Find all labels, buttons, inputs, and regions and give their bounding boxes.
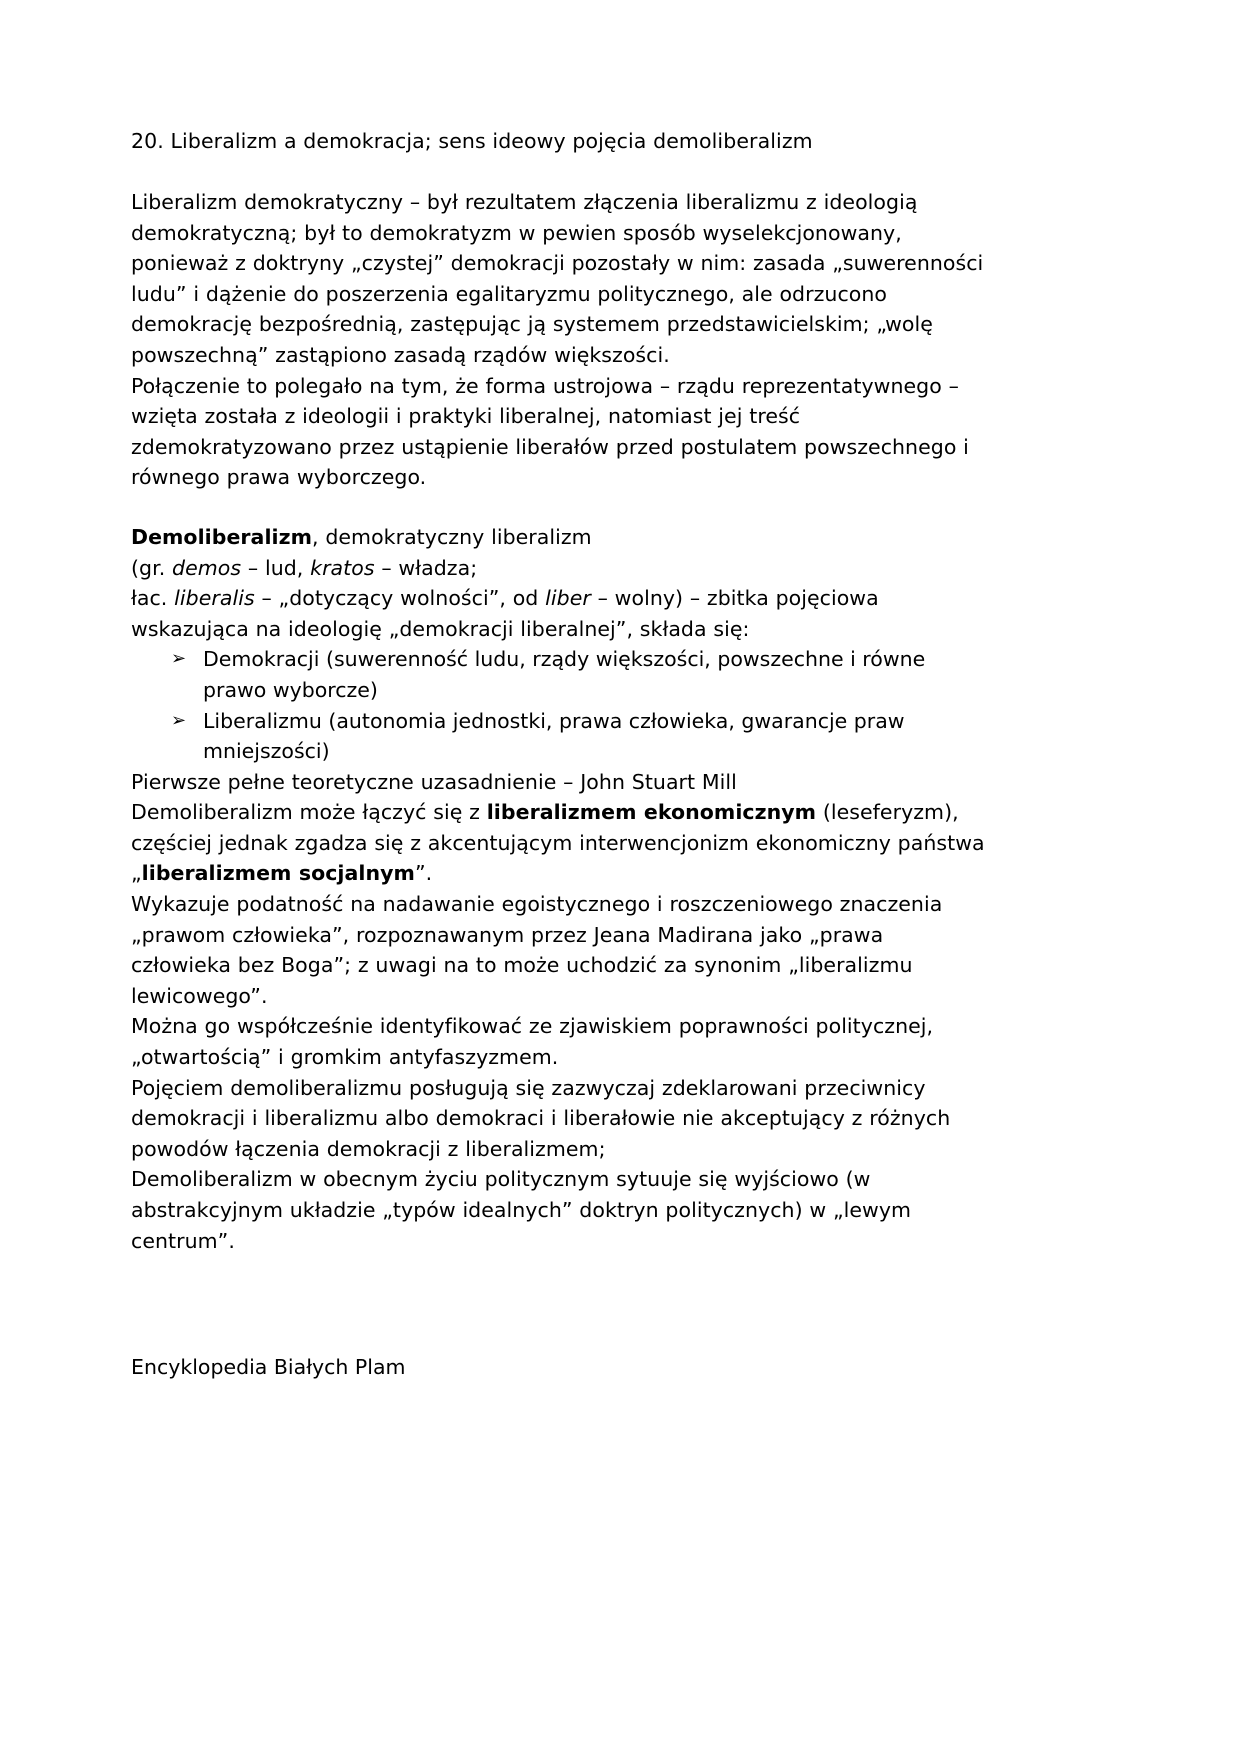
paragraph-mill: Pierwsze pełne teoretyczne uzasadnienie – John Stuart Mill <box>131 769 737 794</box>
paragraph-pojeciem-demoliberalizmu: Pojęciem demoliberalizmu posługują się zazwyczaj zdeklarowani przeciwnicy demokracji i liberalizmu albo demokraci i liberałowie nie akceptujący z różnych powodów łączenia demokracji z liberalizmem; <box>131 1075 951 1161</box>
etymology-latin-term-liberalis: liberalis <box>174 586 255 611</box>
paragraph-liberalizm-ekonomiczny <box>131 797 986 889</box>
document-body <box>131 126 986 1383</box>
paragraph-polaczenie: Połączenie to polegało na tym, że forma ustrojowa – rządu reprezentatywnego – wzięta została z ideologii i praktyki liberalnej, natomiast jej treść zdemokratyzowano przez ustąpienie liberałów przed postulatem powszechnego i równego prawa wyborczego. <box>131 373 969 490</box>
etymology-latin-middle: – „dotyczący wolności”, od <box>254 586 546 611</box>
heading-demoliberalizm-gloss: , demokratyczny liberalizm <box>312 524 592 549</box>
etymology-latin <box>131 583 986 644</box>
etymology-greek-middle: – lud, <box>241 555 311 580</box>
etymology-greek <box>131 553 986 584</box>
etymology-greek-term-kratos: kratos <box>310 555 375 580</box>
list-item-label: Liberalizmu (autonomia jednostki, prawa człowieka, gwarancje praw mniejszości) <box>203 708 905 764</box>
spacer <box>131 1256 986 1352</box>
paragraph-prawa-czlowieka: Wykazuje podatność na nadawanie egoistycznego i roszczeniowego znaczenia „prawom człowieka”, rozpoznawanym przez Jeana Madirana jako „prawa człowieka bez Boga”; z uwagi na to może uchodzić za synonim „liberalizmu lewicowego”. <box>131 892 943 1008</box>
arrow-bullet-icon: ➢ <box>171 648 187 670</box>
list-item-label: Demokracji (suwerenność ludu, rządy większości, powszechne i równe prawo wyborcze) <box>203 647 926 702</box>
paragraph-liberalizm-demokratyczny: Liberalizm demokratyczny – był rezultatem złączenia liberalizmu z ideologią demokratyczną; był to demokratyzm w pewien sposób wyselekcjonowany, ponieważ z doktryny „czystej” demokracji pozostały w nim: zasada „suwerenności ludu” i dążenie do poszerzenia egalitaryzmu politycznego, ale odrzucono demokrację bezpośrednią, zastępując ją systemem przedstawicielskim; „wolę powszechną” zastąpiono zasadą rządów większości. <box>131 190 984 367</box>
spacer <box>131 157 986 187</box>
etymology-latin-term-liber: liber <box>545 586 591 611</box>
term-liberalizm-ekonomiczny: liberalizmem ekonomicznym <box>486 800 817 825</box>
list-item <box>131 644 986 705</box>
source-reference: Encyklopedia Białych Plam <box>131 1355 406 1380</box>
page-title: 20. Liberalizm a demokracja; sens ideowy pojęcia demoliberalizm <box>131 129 813 153</box>
paragraph-poprawnosc-polityczna: Można go współcześnie identyfikować ze zjawiskiem poprawności politycznej, „otwartością” i gromkim antyfaszyzmem. <box>131 1014 934 1070</box>
heading-demoliberalizm-term: Demoliberalizm <box>131 524 312 549</box>
spacer <box>131 493 986 522</box>
arrow-bullet-icon: ➢ <box>171 709 187 731</box>
etymology-greek-term-demos: demos <box>172 555 242 580</box>
heading-demoliberalizm <box>131 522 986 553</box>
etymology-latin-suffix: – wolny) – zbitka pojęciowa wskazująca na ideologię „demokracji liberalnej”, składa się: <box>131 586 879 641</box>
term-liberalizm-socjalny: liberalizmem socjalnym <box>141 861 415 886</box>
etymology-greek-suffix: – władza; <box>374 555 478 580</box>
paragraph-lewe-centrum: Demoliberalizm w obecnym życiu politycznym sytuuje się wyjściowo (w abstrakcyjnym układzie „typów idealnych” doktryn politycznych) w „lewym centrum”. <box>131 1167 912 1253</box>
paragraph-tail: ”. <box>414 861 433 886</box>
list-item <box>131 706 986 767</box>
etymology-latin-prefix: łac. <box>131 586 175 611</box>
paragraph-middle: (leseferyzm), częściej jednak zgadza się z akcentującym interwencjonizm ekonomiczny państwa „ <box>131 800 985 886</box>
paragraph-lead: Demoliberalizm może łączyć się z <box>131 800 487 825</box>
components-list <box>131 644 986 766</box>
etymology-greek-prefix: (gr. <box>131 555 173 580</box>
